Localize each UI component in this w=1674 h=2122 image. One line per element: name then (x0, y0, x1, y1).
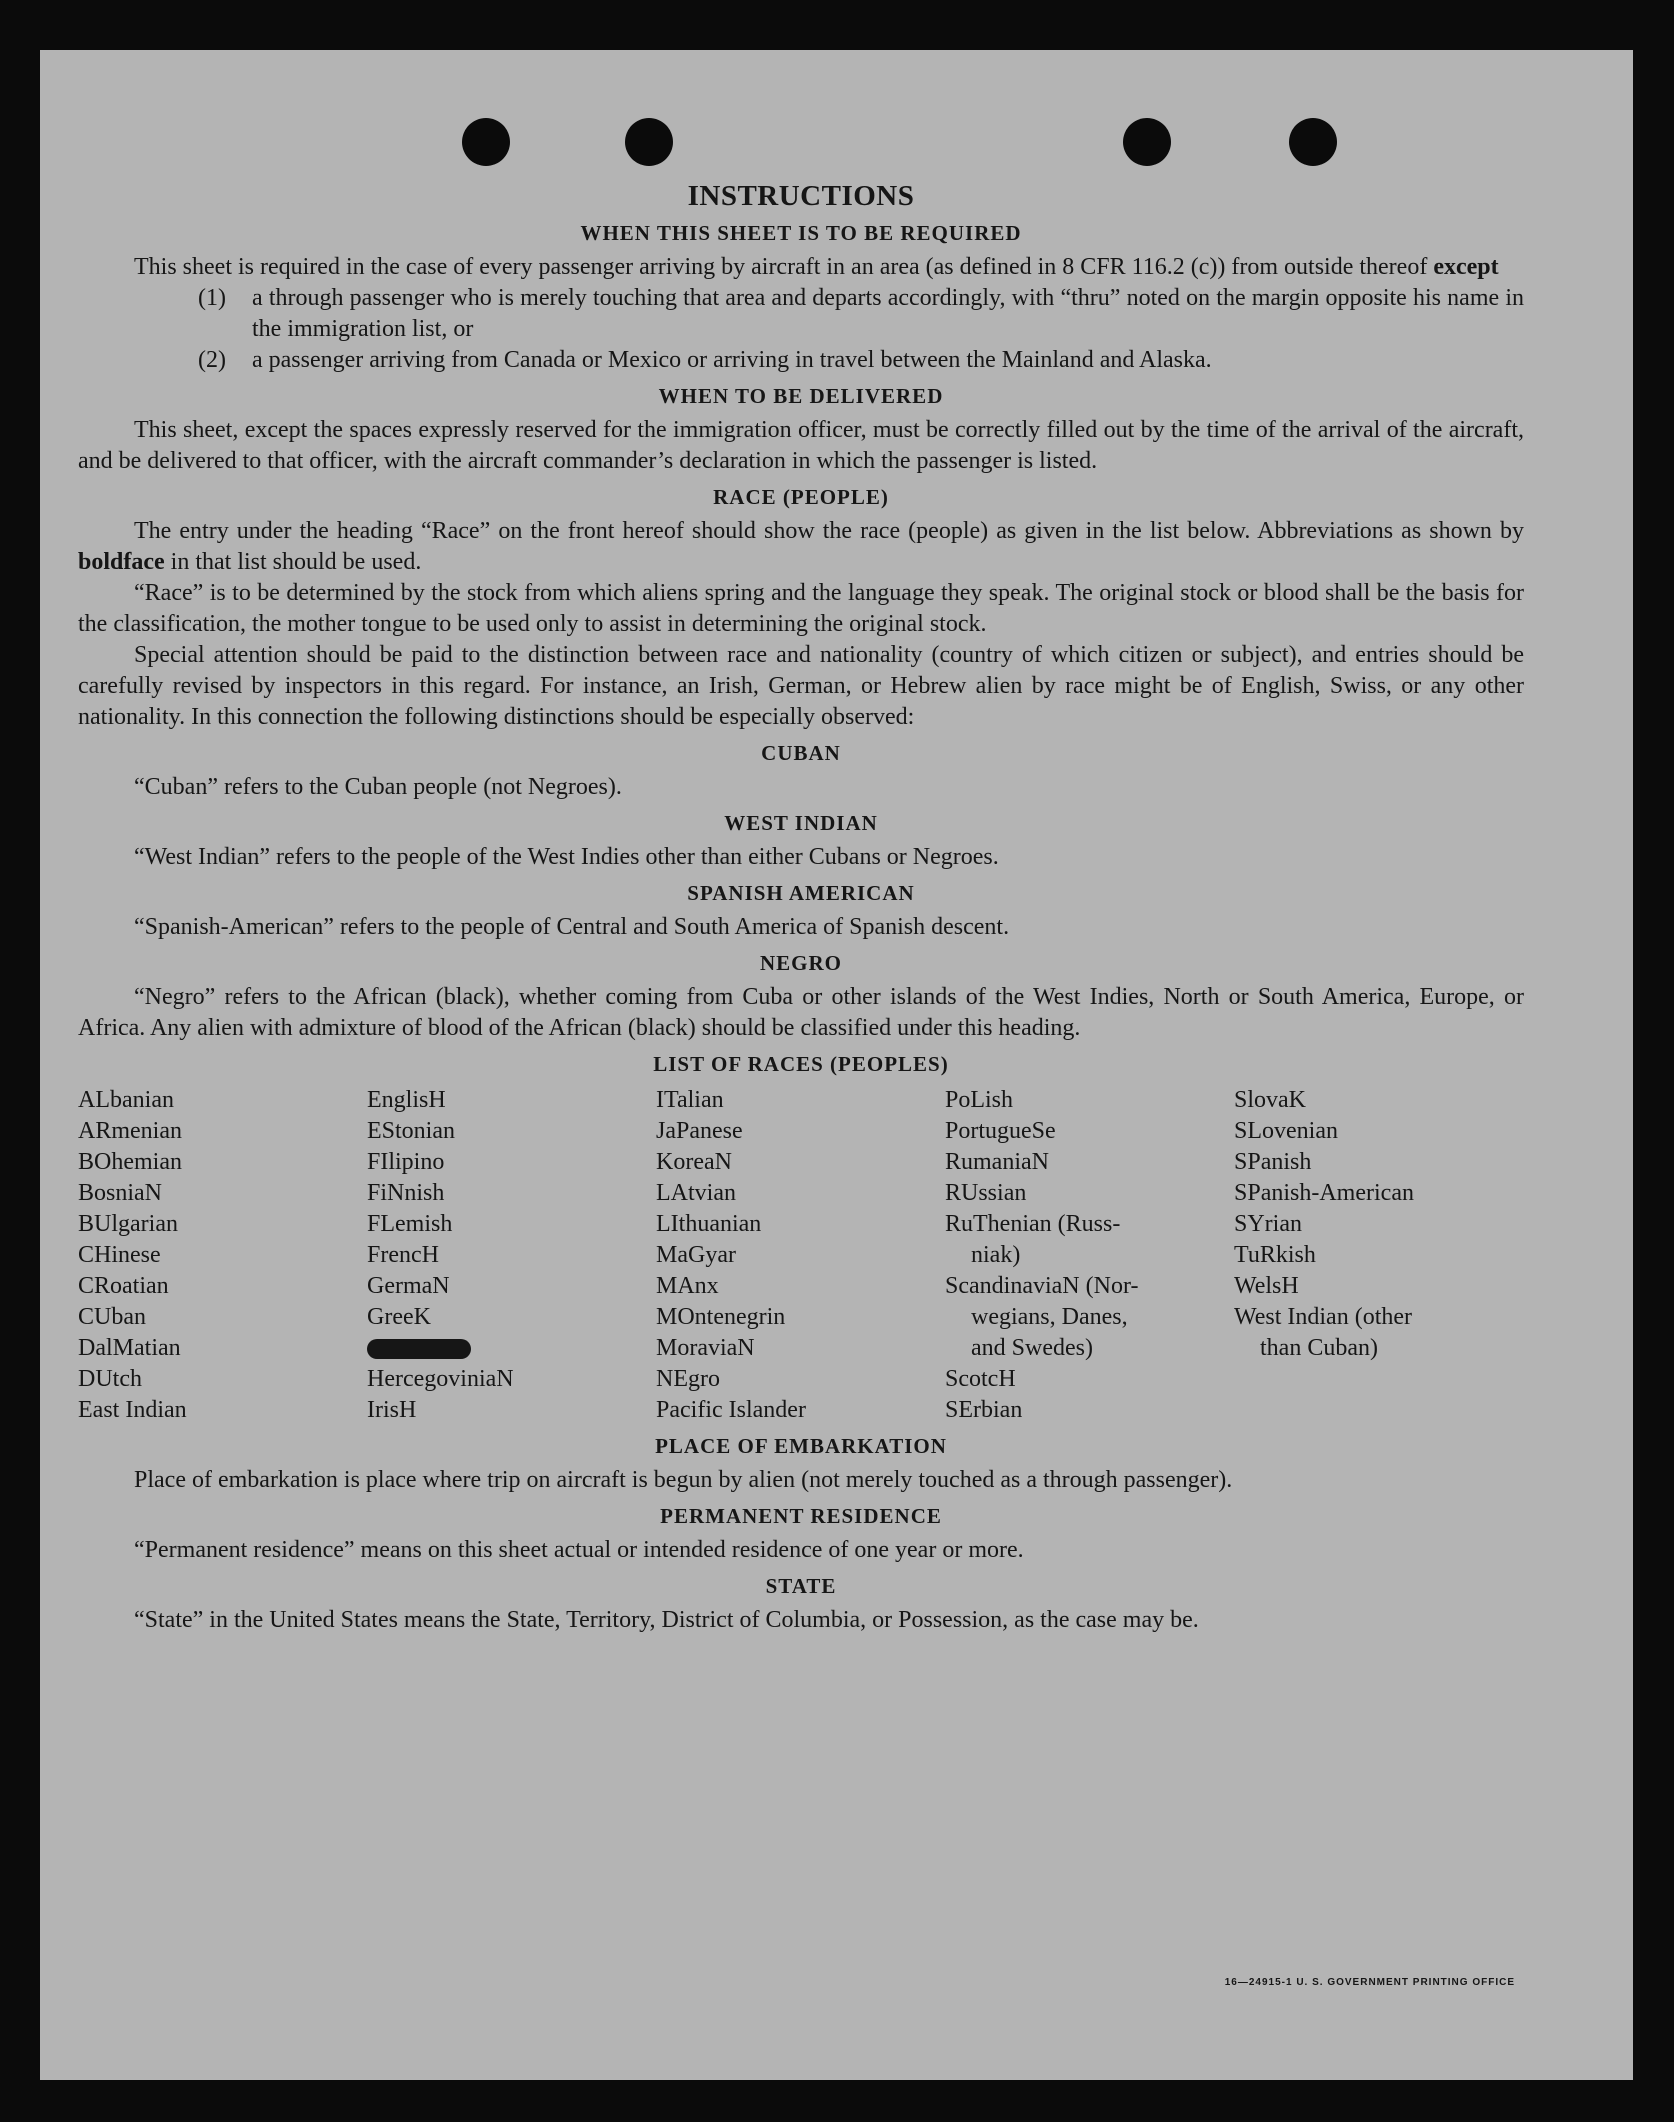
race-entry: BOhemian (78, 1149, 182, 1175)
race-entry: ITalian (656, 1087, 724, 1113)
race-entry: GermaN (367, 1273, 450, 1299)
race-entry: East Indian (78, 1397, 187, 1423)
race-paragraph-1: The entry under the heading “Race” on the front hereof should show the race (people) as given in the list below. Abbreviations as shown by boldface in that list should be used. (78, 518, 1524, 575)
race-entry: CHinese (78, 1242, 161, 1268)
races-table (78, 1085, 1524, 1426)
race-entry: RuThenian (Russ- (945, 1211, 1121, 1237)
race-entry: SPanish-American (1234, 1180, 1414, 1206)
race-entry: PoLish (945, 1087, 1014, 1113)
punch-hole (1123, 118, 1171, 166)
race-entry: wegians, Danes, (971, 1304, 1128, 1330)
races-column (656, 1085, 945, 1426)
race-entry: SLovenian (1234, 1118, 1338, 1144)
race-entry: GreeK (367, 1304, 431, 1330)
embarkation-text: Place of embarkation is place where trip on aircraft is begun by alien (not merely touched as a through passenger). (134, 1467, 1233, 1493)
race-entry: EStonian (367, 1118, 455, 1144)
race-entry: EnglisH (367, 1087, 446, 1113)
race-entry: IrisH (367, 1397, 417, 1423)
heading-when-delivered: WHEN TO BE DELIVERED (658, 384, 944, 408)
race-entry: KoreaN (656, 1149, 732, 1175)
race-entry: Pacific Islander (656, 1397, 806, 1423)
race-entry: ARmenian (78, 1118, 182, 1144)
race-entry: HercegoviniaN (367, 1366, 514, 1392)
redacted-entry (367, 1333, 656, 1364)
races-column (78, 1085, 367, 1426)
residence-text: “Permanent residence” means on this sheet actual or intended residence of one year or more. (134, 1537, 1024, 1563)
race-entry: SlovaK (1234, 1087, 1306, 1113)
race-entry: SPanish (1234, 1149, 1312, 1175)
race-entry: niak) (971, 1242, 1021, 1268)
race-entry: PortugueSe (945, 1118, 1056, 1144)
race-paragraph-3: Special attention should be paid to the distinction between race and nationality (country of which citizen or subject), and entries should be carefully revised by inspectors in this regard. For instance, an Irish, German, or Hebrew alien by race might be of English, Swiss, or any other nationality. In this connection the following distinctions should be especially observed: (78, 642, 1524, 730)
race-entry: TuRkish (1234, 1242, 1316, 1268)
race-entry: FiNnish (367, 1180, 445, 1206)
heading-when-required: WHEN THIS SHEET IS TO BE REQUIRED (580, 221, 1022, 245)
race-entry: WelsH (1234, 1273, 1299, 1299)
race-entry: FLemish (367, 1211, 453, 1237)
race-entry: BosniaN (78, 1180, 162, 1206)
race-entry: MAnx (656, 1273, 719, 1299)
races-column (367, 1085, 656, 1426)
heading-list-of-races: LIST OF RACES (PEOPLES) (653, 1052, 949, 1076)
race-entry: ScandinaviaN (Nor- (945, 1273, 1139, 1299)
exception-item: (1) a through passenger who is merely touching that area and departs accordingly, with “thru” noted on the margin opposite his name in the immigration list, or (198, 285, 1524, 342)
delivered-text: This sheet, except the spaces expressly reserved for the immigration officer, must be correctly filled out by the time of the arrival of the aircraft, and be delivered to that officer, with the aircraft commander’s declaration in which the passenger is listed. (78, 417, 1524, 474)
heading-permanent-residence: PERMANENT RESIDENCE (660, 1504, 942, 1528)
race-entry: SYrian (1234, 1211, 1302, 1237)
race-entry: MoraviaN (656, 1335, 755, 1361)
race-entry: than Cuban) (1260, 1335, 1378, 1361)
race-entry: and Swedes) (971, 1335, 1093, 1361)
race-paragraph-2: “Race” is to be determined by the stock from which aliens spring and the language they speak. The original stock or blood shall be the basis for the classification, the mother tongue to be used only to assist in determining the original stock. (78, 580, 1524, 637)
heading-negro: NEGRO (759, 951, 842, 975)
ink-blot (367, 1339, 471, 1359)
spanish-american-text: “Spanish-American” refers to the people of Central and South America of Spanish descent. (134, 914, 1010, 940)
heading-spanish-american: SPANISH AMERICAN (687, 881, 915, 905)
race-entry: CUban (78, 1304, 146, 1330)
heading-cuban: CUBAN (761, 741, 841, 765)
race-entry: DalMatian (78, 1335, 181, 1361)
race-entry: RumaniaN (945, 1149, 1049, 1175)
state-text: “State” in the United States means the State, Territory, District of Columbia, or Possession, as the case may be. (134, 1607, 1199, 1633)
race-entry: DUtch (78, 1366, 142, 1392)
exception-item: (2) a passenger arriving from Canada or Mexico or arriving in travel between the Mainland and Alaska. (198, 347, 1212, 373)
races-column (945, 1085, 1234, 1426)
cuban-text: “Cuban” refers to the Cuban people (not Negroes). (134, 774, 622, 800)
race-entry: FrencH (367, 1242, 439, 1268)
required-intro: This sheet is required in the case of every passenger arriving by aircraft in an area (as defined in 8 CFR 116.2 (c)) from outside thereof except (134, 254, 1499, 280)
race-entry: CRoatian (78, 1273, 169, 1299)
instructions-body (78, 180, 1524, 1636)
heading-state: STATE (765, 1574, 837, 1598)
page-title: INSTRUCTIONS (687, 180, 915, 212)
punch-hole (462, 118, 510, 166)
race-entry: MOntenegrin (656, 1304, 786, 1330)
race-entry: ALbanian (78, 1087, 174, 1113)
race-entry: LIthuanian (656, 1211, 762, 1237)
heading-race: RACE (PEOPLE) (713, 485, 889, 509)
race-entry: BUlgarian (78, 1211, 178, 1237)
document-page (40, 50, 1633, 2080)
race-entry: RUssian (945, 1180, 1027, 1206)
punch-hole (1289, 118, 1337, 166)
race-entry: LAtvian (656, 1180, 736, 1206)
printer-imprint: 16—24915-1 U. S. GOVERNMENT PRINTING OFFICE (1224, 1977, 1515, 1988)
race-entry: MaGyar (656, 1242, 736, 1268)
race-entry: West Indian (other (1234, 1304, 1413, 1330)
race-entry: ScotcH (945, 1366, 1016, 1392)
west-indian-text: “West Indian” refers to the people of the West Indies other than either Cubans or Negroes. (134, 844, 999, 870)
races-column (1234, 1085, 1523, 1426)
heading-place-of-embarkation: PLACE OF EMBARKATION (655, 1434, 947, 1458)
race-entry: NEgro (656, 1366, 720, 1392)
heading-west-indian: WEST INDIAN (724, 811, 878, 835)
race-entry: SErbian (945, 1397, 1023, 1423)
race-entry: JaPanese (656, 1118, 743, 1144)
punch-hole (625, 118, 673, 166)
negro-text: “Negro” refers to the African (black), whether coming from Cuba or other islands of the West Indies, North or South America, Europe, or Africa. Any alien with admixture of blood of the African (black) should be classified under this heading. (78, 984, 1524, 1041)
race-entry: FIlipino (367, 1149, 445, 1175)
